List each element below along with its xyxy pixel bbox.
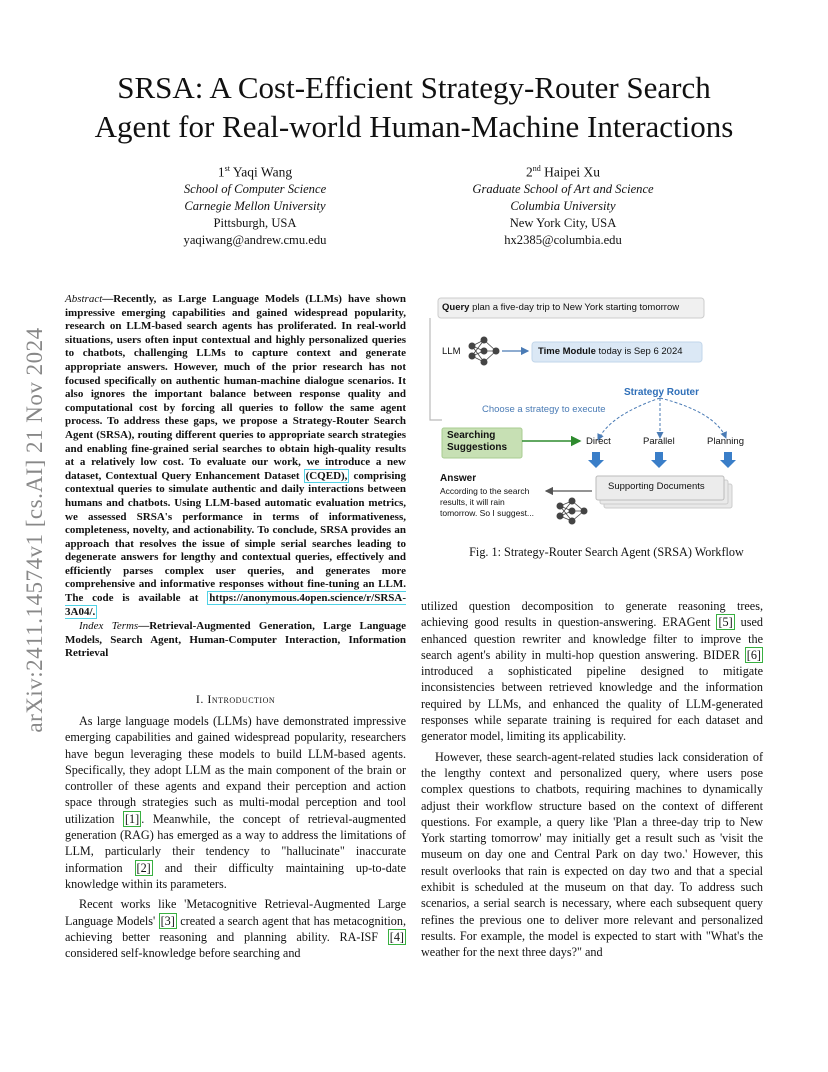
arxiv-identifier: arXiv:2411.14574v1 [cs.AI] 21 Nov 2024	[22, 327, 47, 733]
author-name: Yaqi Wang	[232, 164, 293, 180]
strategy-router-label: Strategy Router	[624, 387, 700, 398]
searching-suggestions-box	[447, 430, 507, 454]
query-text: plan a five-day trip to New York starting tomorrow	[472, 302, 680, 313]
author-inst: Carnegie Mellon University	[184, 198, 326, 213]
llm-label: LLM	[442, 346, 461, 357]
citation-2[interactable]: [2]	[136, 860, 151, 875]
intro-paragraph-1	[65, 713, 406, 892]
abstract-text-2: comprising contextual queries to simulate authentic and daily interactions between humans and chatbots. Using LLM-based automatic evaluation metrics, we assessed SRSA's performance in terms of informativeness, completeness, novelty, and actionability. To conclude, SRSA provides an approach that resolves the issue of simple serial searches leading to degenerate answers for lengthy and contextual queries, effectively and efficiently parses complex user queries, and generates more comprehensive and informative responses without fine-tuning an LLM. The code is available at	[65, 469, 406, 605]
answer-network-icon	[557, 498, 588, 525]
citation-6[interactable]: [6]	[746, 647, 761, 662]
author-dept: School of Computer Science	[183, 181, 327, 196]
text: created a search agent that has metacognition, achieving better reasoning and planning ability. RA-ISF	[65, 913, 407, 944]
query-box	[442, 302, 679, 313]
text: and their difficulty maintaining up-to-date knowledge within its parameters.	[65, 860, 406, 891]
code-url-link[interactable]: https://anonymous.4open.science/r/SRSA-3A04/.	[65, 592, 406, 618]
cqed-link[interactable]: (CQED),	[305, 469, 348, 482]
author-2	[418, 160, 708, 249]
intro-paragraph-2	[65, 896, 406, 961]
choose-strategy-text: Choose a strategy to execute	[482, 404, 606, 415]
text: considered self-knowledge before searching and	[65, 946, 301, 961]
time-module-box	[538, 346, 683, 357]
text: used enhanced question rewriter and knowledge filter to improve the search agent's ability in multi-hop question answering. BIDER	[421, 615, 764, 662]
text: As large language models (LLMs) have demonstrated impressive emerging capabilities and gained widespread popularity, researchers have begun leveraging these models to build LLM-based agents. Specifically, they adopt LLM as the main component of the brain or controller of these agents and expand their perception and action space through strategies such as multi-modal perception and tool utilization	[65, 714, 406, 826]
section-number: I.	[195, 692, 204, 706]
abstract-label: Abstract	[65, 293, 103, 305]
paper-title	[0, 68, 828, 146]
strategy-direct: Direct	[586, 436, 611, 447]
supporting-documents-box: Supporting Documents	[608, 481, 705, 492]
author-loc: New York City, USA	[509, 215, 617, 230]
author-inst: Columbia University	[510, 198, 616, 213]
query-label: Query	[442, 302, 470, 313]
time-text: today is Sep 6 2024	[598, 346, 683, 357]
abstract-text-1: —Recently, as Large Language Models (LLMs) have shown impressive emerging capabilities and gained widespread popularity, research on LLM-based search agents has proliferated. In real-world situations, users often input contextual and highly personalized queries to chatbots, challenging LLMs to capture context and generate appropriate answers. However, much of the prior research has not focused specifically on authentic human-machine dialogue scenarios. It also ignores the important balance between response quality and computational cost by forcing all queries to follow the same agent process. To address these gaps, we propose a Strategy-Router Search Agent (SRSA), routing different queries to appropriate search strategies and enabling fine-grained serial searches to obtain high-quality results at a relatively low cost. To evaluate our work, we introduce a new dataset, Contextual Query Enhancement Dataset	[65, 293, 406, 482]
citation-4[interactable]: [4]	[389, 929, 404, 944]
author-email: hx2385@columbia.edu	[504, 232, 622, 247]
right-paragraph-2: However, these search-agent-related studies lack consideration of the lengthy context and personalized query, where users pose complex questions to chatbots, requiring machines to dynamically adjust their workflow structure based on the context of different questions. For example, a query like 'Plan a three-day trip to New York starting tomorrow' may initially get a result such as 'visit the museum on day one and Central Park on day two.' However, this result overlooks that rain is expected on day two and that a special exhibit is scheduled at the museum on that day. To address such scenarios, a serial search is necessary, where each subsequent query refines the previous one to deliver more relevant and personalized results. For example, the model is expected to start with "What's the weather for the next three days?" and	[421, 749, 763, 960]
section-heading	[65, 692, 406, 707]
figure-caption: Fig. 1: Strategy-Router Search Agent (SRSA) Workflow	[469, 545, 744, 559]
figure-1	[420, 290, 775, 535]
author-dept: Graduate School of Art and Science	[472, 181, 654, 196]
author-name: Haipei Xu	[544, 164, 600, 180]
title-line-2: Agent for Real-world Human-Machine Interactions	[94, 109, 734, 144]
text: Recent works like 'Metacognitive Retrieval-Augmented Large Language Models'	[65, 897, 406, 928]
left-column	[65, 713, 406, 961]
llm-network-icon	[469, 337, 500, 366]
index-terms-text: —Retrieval-Augmented Generation, Large Language Models, Search Agent, Human-Computer Interaction, Information Retrieval	[65, 620, 406, 660]
author-1	[125, 160, 385, 249]
answer-line-3: tomorrow. So I suggest...	[440, 508, 535, 518]
author-email: yaqiwang@andrew.cmu.edu	[183, 232, 327, 247]
index-terms-label: Index Terms	[79, 620, 139, 633]
suggest-line-1: Searching	[447, 430, 496, 441]
answer-line-1: According to the search	[440, 486, 530, 496]
author-ord: 2	[526, 164, 533, 180]
text: introduced a sophisticated pipeline designed to mitigate inconsistencies between retrieved knowledge and the information required by LLMs, and enhanced the quality of LLM-generated responses while separate training is required for each dataset and generator model, limiting its applicability.	[421, 664, 763, 744]
abstract	[65, 293, 406, 661]
right-paragraph-1	[421, 598, 763, 745]
suggest-line-2: Suggestions	[447, 442, 508, 453]
author-loc: Pittsburgh, USA	[213, 215, 297, 230]
author-sup: nd	[532, 164, 541, 173]
answer-label: Answer	[440, 473, 477, 484]
author-sup: st	[224, 164, 231, 173]
right-column	[421, 598, 763, 961]
strategy-parallel: Parallel	[643, 436, 675, 447]
citation-1[interactable]: [1]	[124, 811, 140, 826]
index-terms	[65, 620, 406, 661]
answer-text	[440, 486, 534, 519]
strategy-planning: Planning	[707, 436, 744, 447]
citation-3[interactable]: [3]	[160, 913, 175, 928]
title-line-1: SRSA: A Cost-Efficient Strategy-Router Search	[117, 70, 711, 105]
text: utilized question decomposition to generate reasoning trees, achieving good results in question-answering. ERAGent	[421, 599, 763, 630]
section-title: Introduction	[207, 692, 276, 706]
answer-line-2: results, it will rain	[440, 497, 505, 507]
citation-5[interactable]: [5]	[718, 615, 733, 630]
time-label: Time Module	[538, 346, 596, 357]
author-ord: 1	[217, 164, 225, 180]
text: . Meanwhile, the concept of retrieval-augmented generation (RAG) has emerged as a way to address the limitations of LLM, particularly their tendency to "hallucinate" inaccurate information	[65, 811, 406, 875]
